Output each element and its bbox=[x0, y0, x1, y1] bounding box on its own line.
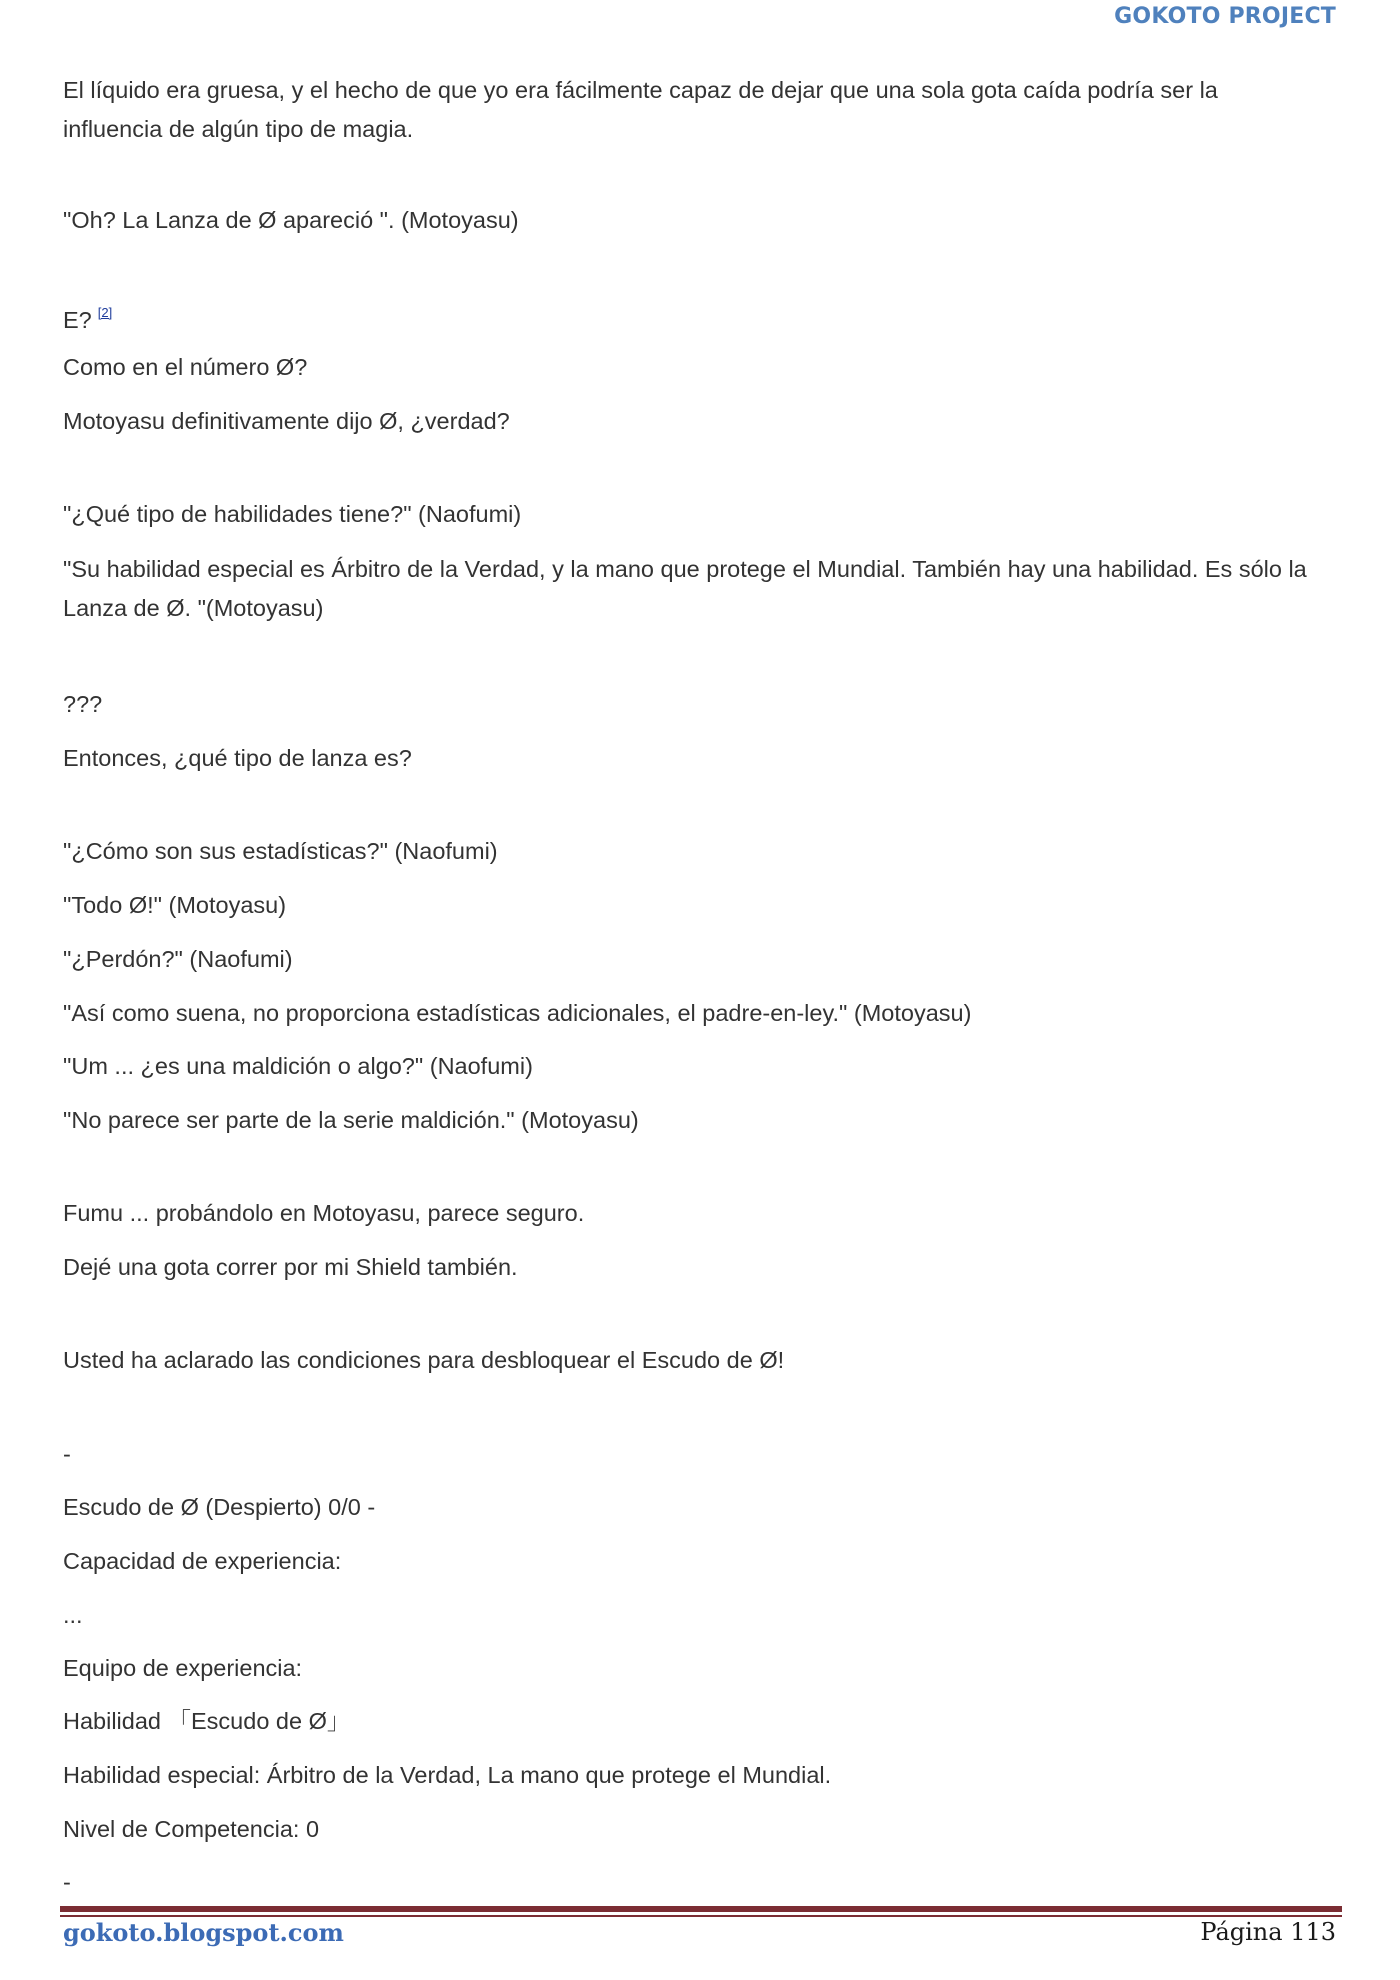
paragraph: Nivel de Competencia: 0 bbox=[63, 1816, 320, 1842]
paragraph: "¿Perdón?" (Naofumi) bbox=[63, 946, 293, 972]
paragraph-with-footnote bbox=[63, 299, 112, 334]
paragraph: "¿Qué tipo de habilidades tiene?" (Naofumi) bbox=[63, 501, 522, 527]
paragraph: "Su habilidad especial es Árbitro de la Verdad, y la mano que protege el Mundial. También hay una habilidad. Es sólo la Lanza de Ø. "(Motoyasu) bbox=[63, 556, 1307, 621]
footer-rule-thick bbox=[60, 1906, 1342, 1912]
paragraph: Equipo de experiencia: bbox=[63, 1655, 303, 1681]
paragraph: "No parece ser parte de la serie maldición." (Motoyasu) bbox=[63, 1107, 639, 1133]
paragraph: Escudo de Ø (Despierto) 0/0 - bbox=[63, 1494, 376, 1520]
paragraph: Entonces, ¿qué tipo de lanza es? bbox=[63, 745, 412, 771]
paragraph: "Um ... ¿es una maldición o algo?" (Naofumi) bbox=[63, 1053, 533, 1079]
paragraph: "¿Cómo son sus estadísticas?" (Naofumi) bbox=[63, 838, 498, 864]
paragraph: Como en el número Ø? bbox=[63, 354, 308, 380]
paragraph-text: E? bbox=[63, 307, 92, 333]
footer-site-link[interactable]: gokoto.blogspot.com bbox=[63, 1918, 344, 1947]
paragraph: "Así como suena, no proporciona estadísticas adicionales, el padre-en-ley." (Motoyasu) bbox=[63, 1000, 972, 1026]
paragraph: ??? bbox=[63, 691, 103, 717]
paragraph: Motoyasu definitivamente dijo Ø, ¿verdad? bbox=[63, 408, 510, 434]
footer-rule-thin bbox=[60, 1915, 1342, 1917]
paragraph: Dejé una gota correr por mi Shield también. bbox=[63, 1254, 518, 1280]
separator-dash: - bbox=[63, 1441, 71, 1467]
paragraph: Capacidad de experiencia: bbox=[63, 1548, 342, 1574]
header-brand: GOKOTO PROJECT bbox=[1114, 4, 1336, 29]
paragraph: Usted ha aclarado las condiciones para desbloquear el Escudo de Ø! bbox=[63, 1347, 785, 1373]
paragraph: El líquido era gruesa, y el hecho de que yo era fácilmente capaz de dejar que una sola gota caída podría ser la influencia de algún tipo de magia. bbox=[63, 77, 1218, 142]
paragraph: "Oh? La Lanza de Ø apareció ". (Motoyasu) bbox=[63, 207, 519, 233]
paragraph: Fumu ... probándolo en Motoyasu, parece seguro. bbox=[63, 1200, 585, 1226]
footnote-link[interactable]: [2] bbox=[97, 305, 113, 320]
paragraph: ... bbox=[63, 1602, 83, 1628]
paragraph: "Todo Ø!" (Motoyasu) bbox=[63, 892, 287, 918]
paragraph: Habilidad especial: Árbitro de la Verdad, La mano que protege el Mundial. bbox=[63, 1762, 832, 1788]
page-number: Página 113 bbox=[1200, 1918, 1336, 1946]
separator-dash: - bbox=[63, 1869, 71, 1895]
paragraph: Habilidad 「Escudo de Ø」 bbox=[63, 1708, 351, 1734]
